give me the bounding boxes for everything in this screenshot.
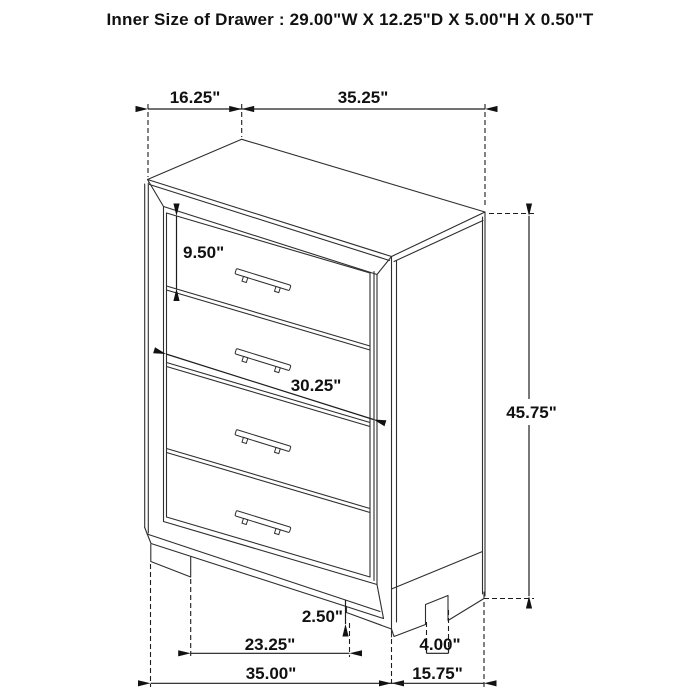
dimension-top-width: [242, 88, 485, 208]
dim-label-depth-top: 16.25": [169, 88, 221, 107]
drawer-handle-2: [233, 349, 291, 376]
dim-label-overall-width: 35.00": [245, 664, 297, 683]
drawer-handle-1: [233, 269, 291, 296]
drawer-handle-3: [233, 430, 291, 457]
cabinet-left-edge: [145, 183, 164, 533]
dimension-drawer-height: [177, 216, 225, 289]
drawer-handle-4: [233, 511, 291, 538]
dim-label-front-foot-spacing: 23.25": [244, 635, 296, 654]
cabinet-front-frame: [164, 213, 378, 585]
dimension-top-depth: [148, 88, 242, 177]
dim-label-drawer-height: 9.50": [183, 243, 225, 262]
dim-label-overall-depth: 15.75": [412, 664, 463, 683]
dim-label-width-top: 35.25": [337, 88, 389, 107]
dim-label-foot-height: 2.50": [301, 607, 343, 626]
page-title: Inner Size of Drawer : 29.00"W X 12.25"D X 5.00"H X 0.50"T: [106, 10, 594, 29]
dim-label-side-foot-spacing: 4.00": [419, 635, 461, 654]
dim-label-overall-height: 45.75": [506, 403, 557, 422]
cabinet-right-side: [392, 212, 486, 629]
dim-label-inner-width: 30.25": [290, 376, 342, 395]
dimension-overall-height: [484, 214, 561, 599]
